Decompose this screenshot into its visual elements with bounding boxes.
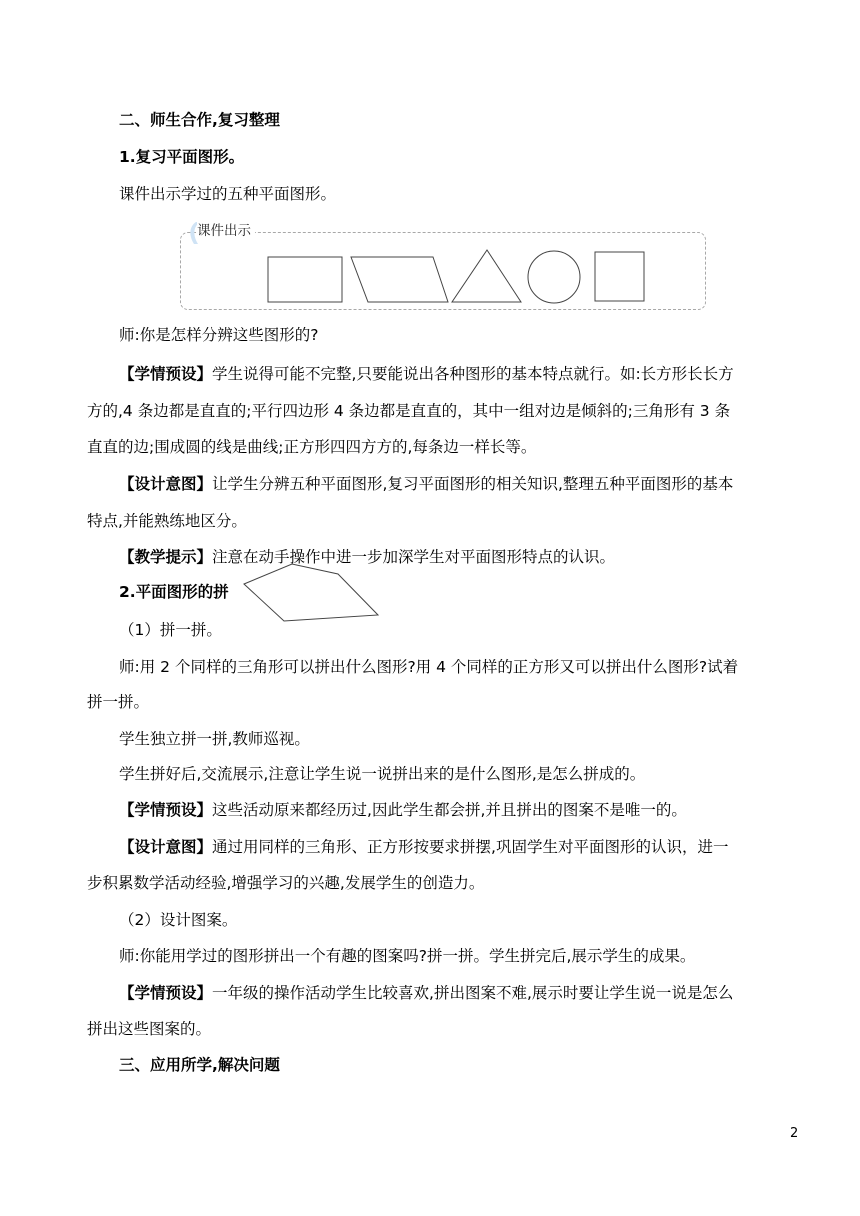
students-work: 学生独立拼一拼,教师巡视。 <box>119 730 310 748</box>
square-shape <box>595 252 644 301</box>
paragraph-2-text: 让学生分辨五种平面图形,复习平面图形的相关知识,整理五种平面图形的基本 <box>212 475 734 493</box>
paragraph-1-line-2: 方的,4 条边都是直直的;平行四边形 4 条边都是直直的，其中一组对边是倾斜的;三角形有 3 条 <box>87 402 731 420</box>
students-show: 学生拼好后,交流展示,注意让学生说一说拼出来的是什么图形,是怎么拼成的。 <box>119 765 646 783</box>
paragraph-5-tag: 【设计意图】 <box>119 838 213 856</box>
paragraph-1-text: 学生说得可能不完整,只要能说出各种图形的基本特点就行。如:长方形长长方 <box>212 365 734 383</box>
paragraph-4-text: 这些活动原来都经历过,因此学生都会拼,并且拼出的图案不是唯一的。 <box>212 801 687 819</box>
paragraph-1-tag: 【学情预设】 <box>119 365 213 383</box>
paragraph-3-tag: 【教学提示】 <box>119 548 213 566</box>
paragraph-1-line-1 <box>119 364 734 384</box>
paragraph-1-line-3: 直直的边;围成圆的线是曲线;正方形四四方方的,每条边一样长等。 <box>87 438 537 456</box>
hexagon-shape <box>244 564 378 621</box>
courseware-label: 课件出示 <box>197 222 255 240</box>
paragraph-3-text: 注意在动手操作中进一步加深学生对平面图形特点的认识。 <box>212 548 616 566</box>
hexagon-figure <box>236 560 382 626</box>
teacher-question-2-line-2: 拼一拼。 <box>87 693 150 711</box>
page-number: 2 <box>790 1126 799 1141</box>
sub2-item-2: （2）设计图案。 <box>119 911 238 929</box>
sub2-item-1: （1）拼一拼。 <box>119 621 222 639</box>
sub2-title: 2.平面图形的拼 <box>119 583 229 601</box>
paragraph-5-line-1 <box>119 837 728 857</box>
paragraph-4-tag: 【学情预设】 <box>119 801 213 819</box>
paragraph-6-line-1 <box>119 983 733 1003</box>
paragraph-2-tag: 【设计意图】 <box>119 475 213 493</box>
sub1-intro: 课件出示学过的五种平面图形。 <box>119 185 337 203</box>
teacher-question-3: 师:你能用学过的图形拼出一个有趣的图案吗?拼一拼。学生拼完后,展示学生的成果。 <box>119 947 696 965</box>
paragraph-2-line-2: 特点,并能熟练地区分。 <box>87 512 247 530</box>
parallelogram-shape <box>351 257 448 302</box>
triangle-shape <box>452 250 521 302</box>
rectangle-shape <box>268 257 342 302</box>
paragraph-6-line-2: 拼出这些图案的。 <box>87 1020 212 1038</box>
plane-shapes-figure <box>180 232 706 310</box>
paragraph-2-line-1 <box>119 474 733 494</box>
paragraph-4-line-1 <box>119 800 687 820</box>
circle-shape <box>528 251 580 303</box>
paragraph-6-tag: 【学情预设】 <box>119 984 213 1002</box>
sub1-title: 1.复习平面图形。 <box>119 148 245 166</box>
paragraph-5-text: 通过用同样的三角形、正方形按要求拼摆,巩固学生对平面图形的认识，进一 <box>212 838 729 856</box>
paragraph-5-line-2: 步积累数学活动经验,增强学习的兴趣,发展学生的创造力。 <box>87 874 485 892</box>
section3-title: 三、应用所学,解决问题 <box>119 1056 280 1074</box>
teacher-question-2-line-1: 师:用 2 个同样的三角形可以拼出什么图形?用 4 个同样的正方形又可以拼出什么图形?试着 <box>119 658 739 676</box>
section2-title: 二、师生合作,复习整理 <box>119 111 280 129</box>
teacher-question-1: 师:你是怎样分辨这些图形的? <box>119 326 319 344</box>
paragraph-6-text: 一年级的操作活动学生比较喜欢,拼出图案不难,展示时要让学生说一说是怎么 <box>212 984 734 1002</box>
